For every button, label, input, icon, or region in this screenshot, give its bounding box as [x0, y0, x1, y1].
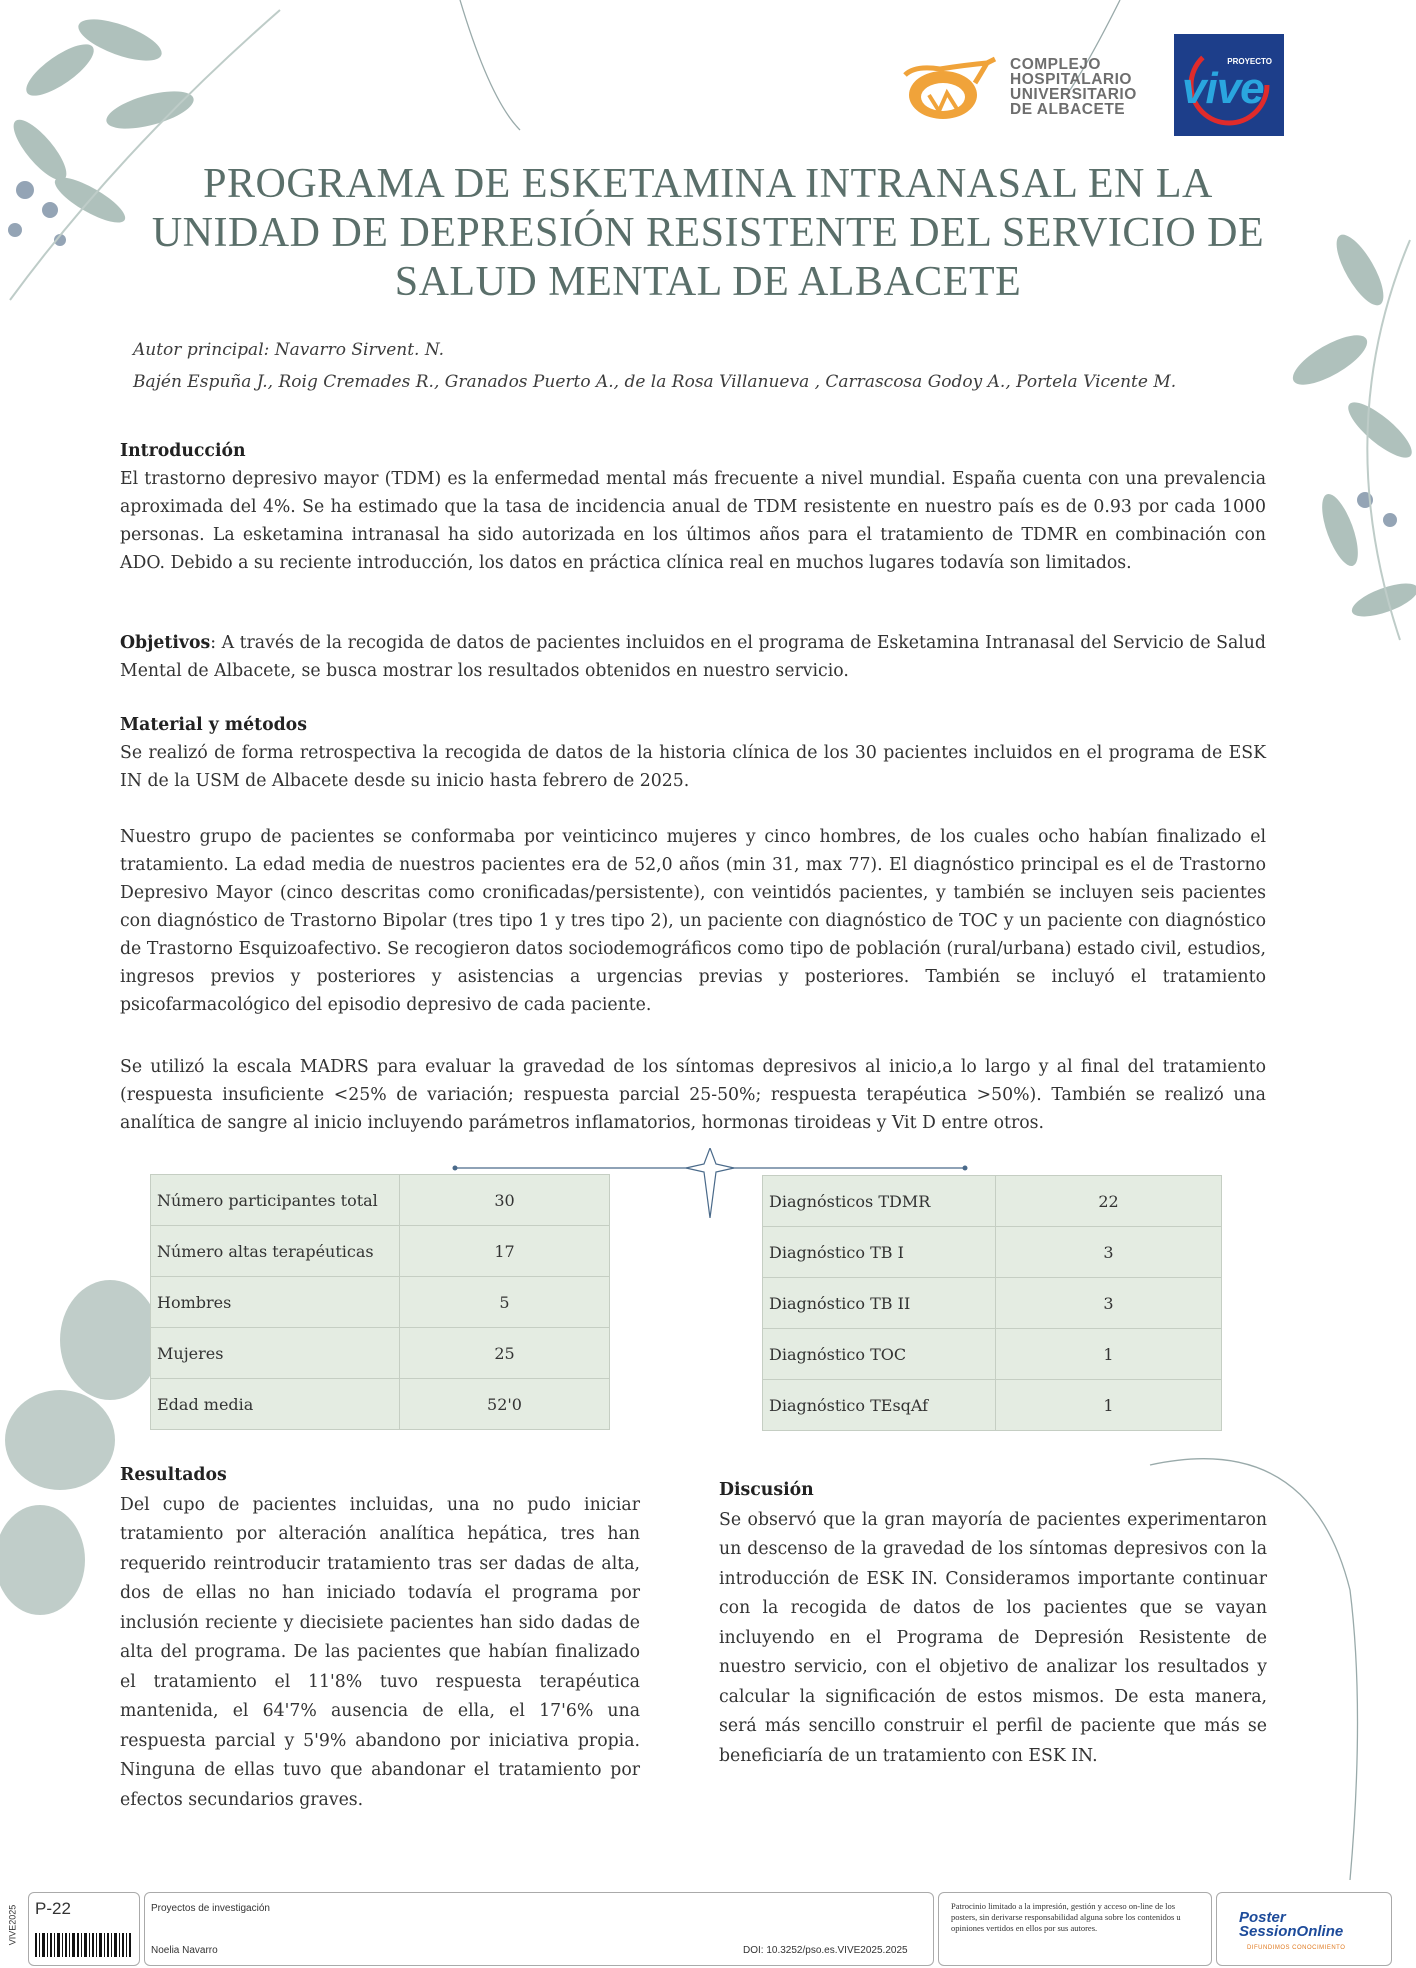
patients-table-label: Número participantes total [151, 1175, 400, 1226]
title-line-1: PROGRAMA DE ESKETAMINA INTRANASAL EN LA [203, 161, 1213, 207]
metodos-p1: Se realizó de forma retrospectiva la recogida de datos de la historia clínica de los 30 pacientes incluidos en el programa de ESK IN de la USM de Albacete desde su inicio hasta febrero de 2025. [120, 743, 1266, 791]
principal-author: Autor principal: Navarro Sirvent. N. [133, 340, 445, 360]
patients-table-label: Mujeres [151, 1328, 400, 1379]
vive-proyecto-label: PROYECTO [1227, 57, 1272, 66]
authors-block [133, 334, 1176, 398]
pot-logo-icon [895, 55, 1005, 125]
patients-table-label: Hombres [151, 1277, 400, 1328]
diagnoses-table-value: 3 [996, 1227, 1222, 1278]
diagnoses-table-row [763, 1329, 1222, 1380]
diagnoses-table-row [763, 1176, 1222, 1227]
hospital-line-3: UNIVERSITARIO [1010, 86, 1137, 103]
poster-title [140, 160, 1276, 307]
patients-table-value: 25 [400, 1328, 610, 1379]
patients-table-row [151, 1277, 610, 1328]
diagnoses-table-label: Diagnóstico TEsqAf [763, 1380, 996, 1431]
pso-logo-box [1216, 1892, 1392, 1966]
discusion-section [719, 1476, 1267, 1771]
objetivos-section [120, 629, 1266, 685]
pso-word-1: Poster [1239, 1909, 1286, 1926]
poster-info-box [144, 1892, 934, 1966]
patients-table-row [151, 1379, 610, 1430]
patients-table-row [151, 1226, 610, 1277]
pso-tagline: DIFUNDIMOS CONOCIMIENTO [1247, 1945, 1346, 1951]
vive-word: vive [1182, 64, 1264, 113]
diagnoses-table-value: 22 [996, 1176, 1222, 1227]
patients-table-row [151, 1328, 610, 1379]
title-line-3: SALUD MENTAL DE ALBACETE [394, 259, 1022, 305]
diagnoses-table-label: Diagnósticos TDMR [763, 1176, 996, 1227]
resultados-section [120, 1461, 640, 1815]
pso-logo [1239, 1911, 1343, 1939]
pso-word-2: SessionOnline [1239, 1923, 1344, 1940]
patients-table-label: Número altas terapéuticas [151, 1226, 400, 1277]
barcode-icon [35, 1933, 131, 1957]
patients-table-value: 17 [400, 1226, 610, 1277]
hospital-line-1: COMPLEJO [1010, 56, 1101, 73]
title-line-2: UNIDAD DE DEPRESIÓN RESISTENTE DEL SERVICIO DE [151, 210, 1265, 256]
vertical-code: VIVE2025 [7, 1904, 18, 1946]
resultados-text: Del cupo de pacientes incluidas, una no pudo iniciar tratamiento por alteración analítica hepática, tres han requerido reintroducir tratamiento tras ser dadas de alta, dos de ellas no han iniciado todavía el programa por inclusión reciente y diecisiete pacientes han sido dadas de alta del programa. De las pacientes que habían finalizado el tratamiento el 11'8% tuvo respuesta terapéutica mantenida, el 64'7% ausencia de ella, el 17'6% una respuesta parcial y 5'9% abandono por iniciativa propia. Ninguna de ellas tuvo que abandonar el tratamiento por efectos secundarios graves. [120, 1494, 640, 1810]
diagnoses-table-row [763, 1278, 1222, 1329]
patients-table-label: Edad media [151, 1379, 400, 1430]
hospital-line-2: HOSPITALARIO [1010, 71, 1132, 88]
leaf-decoration-right [1270, 230, 1416, 650]
diagnoses-table-value: 3 [996, 1278, 1222, 1329]
diagnoses-table-row [763, 1380, 1222, 1431]
diagnoses-table-label: Diagnóstico TB II [763, 1278, 996, 1329]
objetivos-heading: Objetivos [120, 633, 211, 653]
intro-text: El trastorno depresivo mayor (TDM) es la enfermedad mental más frecuente a nivel mundial. España cuenta con una prevalencia aproximada del 4%. Se ha estimado que la tasa de incidencia anual de TDM resistente en nuestro país es de 0.93 por cada 1000 personas. La esketamina intranasal ha sido autorizada en los últimos años para el tratamiento de TDMR en combinación con ADO. Debido a su reciente introducción, los datos en práctica clínica real en muchos lugares todavía son limitados. [120, 469, 1266, 573]
diagnoses-table [762, 1175, 1222, 1431]
metodos-p2: Nuestro grupo de pacientes se conformaba por veinticinco mujeres y cinco hombres, de los cuales ocho habían finalizado el tratamiento. La edad media de nuestros pacientes era de 52,0 años (min 31, max 77). El diagnóstico principal es el de Trastorno Depresivo Mayor (cinco descritas como cronificadas/persistente), con veintidós pacientes, y también se incluyen seis pacientes con diagnóstico de Trastorno Bipolar (tres tipo 1 y tres tipo 2), un paciente con diagnóstico de TOC y un paciente con diagnóstico de Trastorno Esquizoafectivo. Se recogieron datos sociodemográficos como tipo de población (rural/urbana) estado civil, estudios, ingresos previos y posteriores y asistencias a urgencias previas y posteriores. También se incluyó el tratamiento psicofarmacológico del episodio depresivo de cada paciente. [120, 827, 1266, 1015]
hospital-line-4: DE ALBACETE [1010, 101, 1126, 118]
hospital-logo-text [1010, 57, 1137, 117]
patients-table-value: 52'0 [400, 1379, 610, 1430]
disclaimer-box [938, 1892, 1212, 1966]
discusion-heading: Discusión [719, 1480, 814, 1500]
metodos-p2-block [120, 823, 1266, 1019]
objetivos-text: : A través de la recogida de datos de pacientes incluidos en el programa de Esketamina Intranasal del Servicio de Salud Mental de Albacete, se busca mostrar los resultados obtenidos en nuestro servicio. [120, 633, 1266, 681]
hospital-logo [895, 55, 1145, 125]
metodos-p3: Se utilizó la escala MADRS para evaluar la gravedad de los síntomas depresivos al inicio,a lo largo y al final del tratamiento (respuesta insuficiente <25% de variación; respuesta parcial 25-50%; respuesta terapéutica >50%). También se realizó una analítica de sangre al inicio incluyendo parámetros inflamatorios, hormonas tiroideas y Vit D entre otros. [120, 1057, 1266, 1133]
patients-table-value: 30 [400, 1175, 610, 1226]
patients-table-value: 5 [400, 1277, 610, 1328]
poster-code-box [28, 1892, 140, 1966]
metodos-heading: Material y métodos [120, 715, 307, 735]
author-label: Noelia Navarro [151, 1945, 218, 1956]
intro-heading: Introducción [120, 441, 246, 461]
patients-table-row [151, 1175, 610, 1226]
diagnoses-table-row [763, 1227, 1222, 1278]
poster-code: P-22 [35, 1899, 71, 1918]
metodos-p3-block [120, 1053, 1266, 1137]
doi-label: DOI: 10.3252/pso.es.VIVE2025.2025 [743, 1945, 908, 1956]
diagnoses-table-label: Diagnóstico TOC [763, 1329, 996, 1380]
disclaimer-text: Patrocinio limitado a la impresión, gestión y acceso on-line de los posters, sin derivarse responsabilidad alguna sobre los contenidos u opiniones vertidos en ellos por sus autores. [951, 1901, 1181, 1933]
coauthors: Bajén Espuña J., Roig Cremades R., Granados Puerto A., de la Rosa Villanueva , Carrascosa Godoy A., Portela Vicente M. [133, 372, 1177, 392]
patients-table [150, 1174, 610, 1430]
vive-logo [1174, 34, 1284, 136]
diagnoses-table-label: Diagnóstico TB I [763, 1227, 996, 1278]
intro-section [120, 437, 1266, 577]
resultados-heading: Resultados [120, 1465, 227, 1485]
metodos-section [120, 711, 1266, 795]
category-label: Proyectos de investigación [151, 1903, 270, 1914]
diagnoses-table-value: 1 [996, 1380, 1222, 1431]
footer [0, 1888, 1416, 1968]
discusion-text: Se observó que la gran mayoría de pacientes experimentaron un descenso de la gravedad de los síntomas depresivos con la introducción de ESK IN. Consideramos importante continuar con la recogida de datos de los pacientes que se vayan incluyendo en el Programa de Depresión Resistente de nuestro servicio, con el objetivo de analizar los resultados y calcular la significación de estos mismos. De esta manera, será más sencillo construir el perfil de paciente que más se beneficiaría de un tratamiento con ESK IN. [719, 1509, 1267, 1766]
diagnoses-table-value: 1 [996, 1329, 1222, 1380]
